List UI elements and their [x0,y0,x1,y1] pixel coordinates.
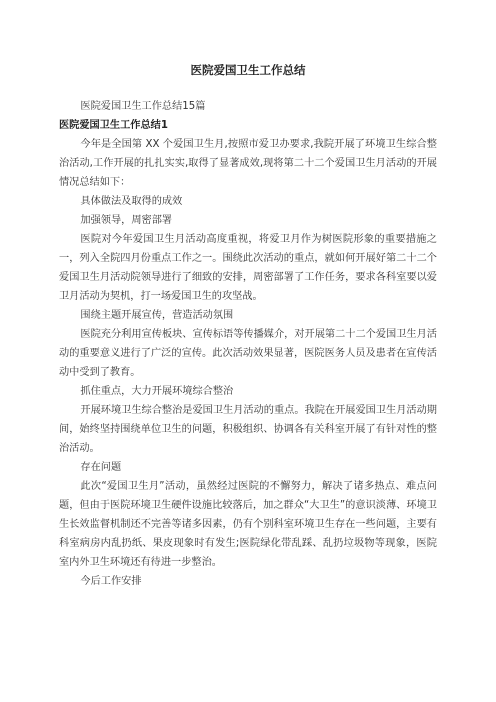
paragraph-problems: 此次“爱国卫生月”活动，虽然经过医院的不懈努力，解决了诸多热点、难点问题，但由于医院环境卫生硬件设施比较落后，加之群众“大卫生”的意识淡薄、环境卫生长效监督机制还不完善等诸多因素，仍有个别科室环境卫生存在一些问题，主要有科室病房内乱扔纸、果皮现象时有发生;医院绿化带乱踩、乱扔垃圾物等现象，医院室内外卫生环境还有待进一步整治。 [59,481,437,568]
intro-line: 医院爱国卫生工作总结15篇 [80,101,206,112]
subheading-methods: 具体做法及取得的成效 [80,196,183,207]
subheading-publicity: 围绕主题开展宣传，营造活动氛围 [80,310,234,321]
subheading-leadership: 加强领导，周密部署 [80,215,173,226]
subheading-rectification: 抓住重点，大力开展环境综合整治 [80,386,234,397]
document-title: 医院爱国卫生工作总结 [190,63,306,77]
paragraph-leadership: 医院对今年爱国卫生月活动高度重视，将爱卫月作为树医院形象的重要措施之一，列入全院四月份重点工作之一。围绕此次活动的重点，就如何开展好第二十二个爱国卫生月活动院领导进行了细致的安排，周密部署了工作任务，要求各科室要以爱卫月活动为契机，打一场爱国卫生的攻坚战。 [59,234,437,302]
section-heading: 医院爱国卫生工作总结1 [59,120,168,131]
paragraph-rectification: 开展环境卫生综合整治是爱国卫生月活动的重点。我院在开展爱国卫生月活动期间，始终坚持围绕单位卫生的问题，积极组织、协调各有关科室开展了有针对性的整治活动。 [59,405,437,454]
paragraph-publicity: 医院充分利用宣传板块、宣传标语等传播媒介，对开展第二十二个爱国卫生月活动的重要意义进行了广泛的宣传。此次活动效果显著，医院医务人员及患者在宣传活动中受到了教育。 [59,329,437,378]
paragraph-summary-intro: 今年是全国第 XX 个爱国卫生月,按照市爱卫办要求,我院开展了环境卫生综合整治活动,工作开展的扎扎实实,取得了显著成效,现将第二十二个爱国卫生月活动的开展情况总结如下： [59,139,437,188]
subheading-problems: 存在问题 [80,462,122,473]
subheading-future-plans: 今后工作安排 [80,576,142,587]
